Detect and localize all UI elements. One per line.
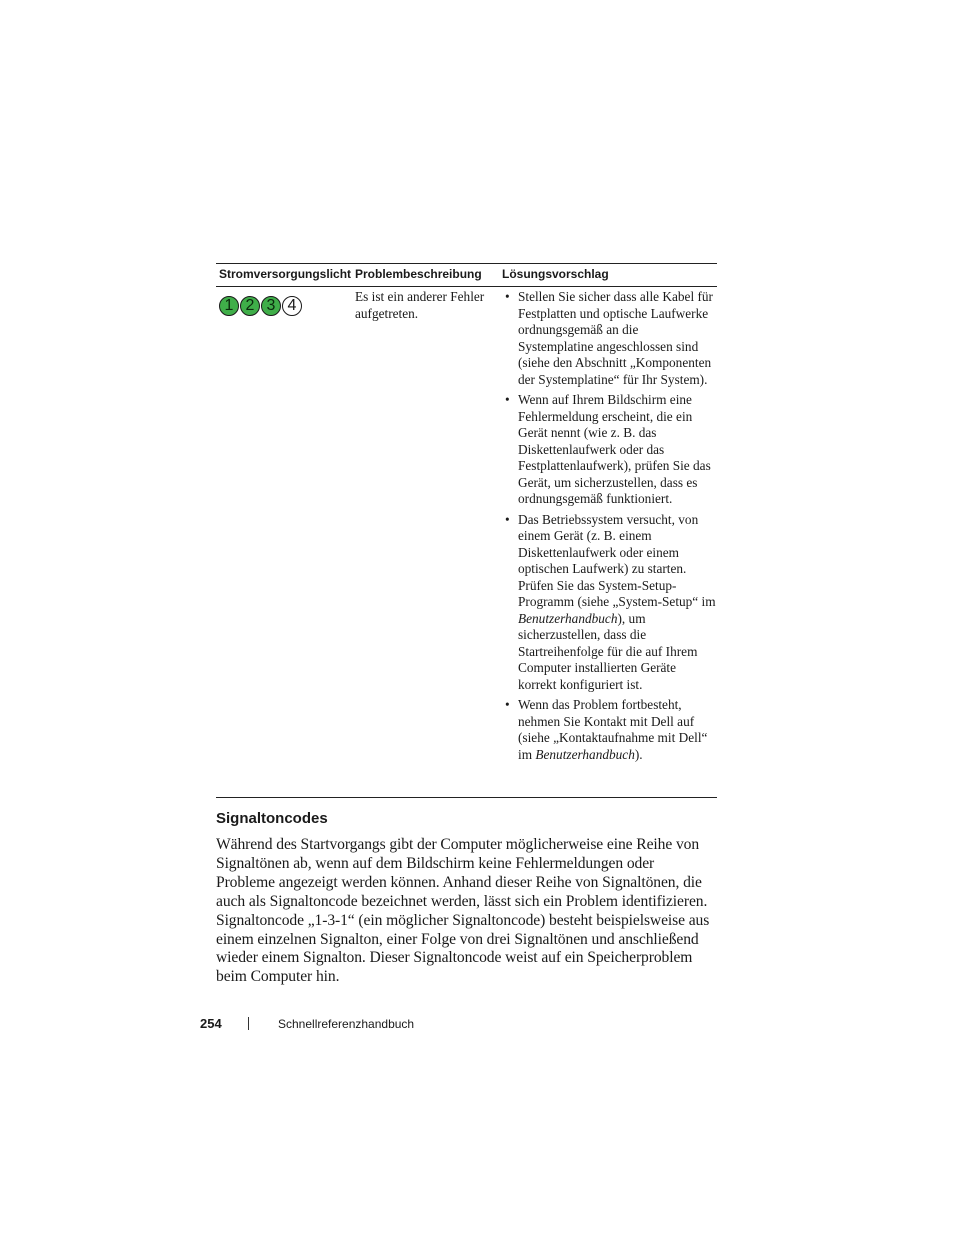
page-number: 254: [200, 1016, 222, 1031]
footer-separator: [248, 1017, 249, 1030]
table-header-row: [216, 264, 717, 287]
solution-text: Wenn auf Ihrem Bildschirm eine Fehlermeldung erscheint, die ein Gerät nennt (wie z. B. das Diskettenlaufwerk oder das Festplattenlaufwerk), prüfen Sie das Gerät, um sicherzustellen, dass es ordnungsgemäß funktioniert.: [518, 392, 711, 506]
bullet-icon: •: [505, 289, 510, 304]
section-title: Signaltoncodes: [216, 810, 328, 827]
power-light-2-icon: 2: [240, 296, 260, 316]
diagnostic-table: [216, 263, 717, 798]
footer-title: Schnellreferenzhandbuch: [278, 1017, 415, 1031]
solution-text: Wenn das Problem fortbesteht, nehmen Sie Kontakt mit Dell auf (siehe „Kontaktaufnahme mit Dell“ im: [518, 697, 708, 762]
section-body: Während des Startvorgangs gibt der Computer möglicherweise eine Reihe von Signaltönen ab, wenn auf dem Bildschirm keine Fehlermeldungen oder Probleme angezeigt werden können. Anhand dieser Reihe von Signaltönen, die auch als Signaltoncode bezeichnet werden, lässt sich ein Problem identifizieren. Signaltoncode „1-3-1“ (ein möglicher Signaltoncode) besteht beispielsweise aus einem einzelnen Signalton, einer Folge von drei Signaltönen und anschließend wieder einem Signalton. Dieser Signaltoncode weist auf ein Speicherproblem beim Computer hin.: [216, 836, 710, 986]
solution-text: Das Betriebssystem versucht, von einem Gerät (z. B. einem Diskettenlaufwerk oder einem optischen Laufwerk) zu starten. Prüfen Sie das System-Setup-Programm (siehe „System-Setup“ im: [518, 511, 716, 609]
power-light-4-icon: 4: [282, 296, 302, 316]
solution-text: ), um sicherzustellen, dass die Startreihenfolge für die auf Ihrem Computer installierten Geräte korrekt konfiguriert ist.: [518, 610, 698, 692]
solution-text: Stellen Sie sicher dass alle Kabel für Festplatten und optische Laufwerke ordnungsgemäß an die Systemplatine angeschlossen sind (siehe den Abschnitt „Komponenten der Systemplatine“ für Ihr System).: [518, 289, 713, 387]
problem-description: Es ist ein anderer Fehler aufgetreten.: [355, 289, 485, 321]
list-item: [504, 392, 716, 508]
power-light-1-icon: 1: [219, 296, 239, 316]
solution-text: Benutzerhandbuch: [518, 610, 618, 626]
header-solution: Lösungsvorschlag: [502, 267, 609, 281]
bullet-icon: •: [505, 392, 510, 407]
bullet-icon: •: [505, 697, 510, 712]
power-lights: [219, 296, 302, 316]
page-footer: [0, 1016, 954, 1036]
list-item: [504, 512, 716, 694]
power-light-3-icon: 3: [261, 296, 281, 316]
solution-list: [504, 289, 716, 767]
list-item: [504, 289, 716, 388]
solution-text: ).: [634, 746, 643, 762]
header-power-light: Stromversorgungslicht: [219, 267, 352, 281]
bullet-icon: •: [505, 511, 510, 527]
solution-text: Benutzerhandbuch: [535, 746, 635, 762]
list-item: [504, 697, 716, 763]
header-problem-description: Problembeschreibung: [355, 267, 482, 281]
table-row: [216, 287, 717, 797]
